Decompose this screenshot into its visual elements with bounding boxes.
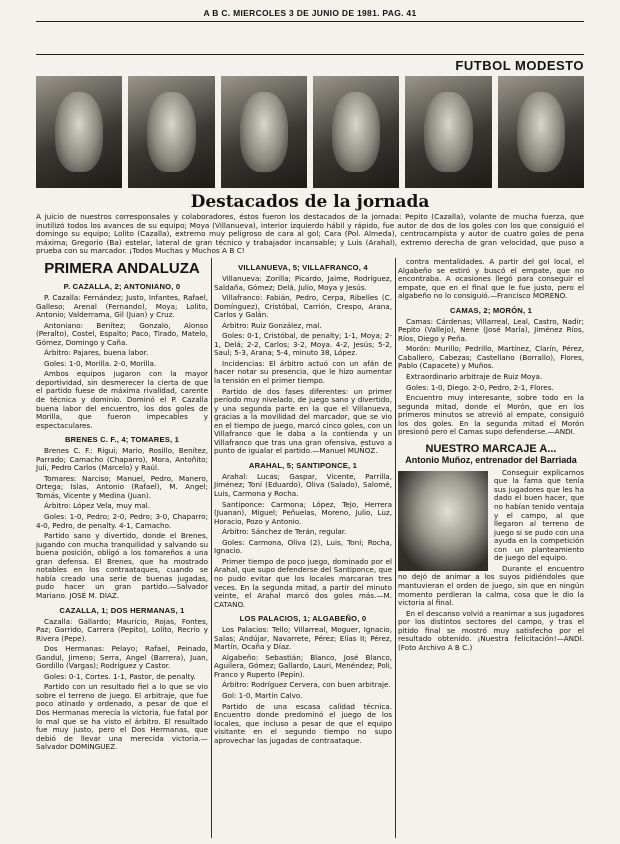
feature-text: En el descanso volvió a reanimar a sus jugadores por los distintos sectores del campo, y tras el pitido final se mostró muy satisfecho por el resultado obtenido. ¡Nuestra felicitación!—ANDI. (Foto Archivo A B C.)	[398, 608, 584, 652]
player-photo	[313, 76, 399, 188]
coach-portrait	[398, 471, 488, 571]
goals: Goles: 1-0, Diego. 2-0, Pedro, 2-1, Flores.	[406, 382, 554, 392]
lineup: Dos Hermanas: Pelayo; Rafael, Peinado, Gandul, Jimeno; Serra, Angel (Barrera), Juan, Gordillo (Vargas); Rodríguez y Castor.	[36, 644, 208, 671]
destacados-title: Destacados de la jornada	[190, 192, 430, 212]
page-header: A B C. MIERCOLES 3 DE JUNIO DE 1981. PAG. 41	[203, 8, 417, 18]
lineup: Villanueva: Zorilla; Picardo, Jaime, Rodríguez, Saldaña, Gómez; Delá, Julio, Moya y Jesús.	[214, 274, 392, 292]
match-report: Encuentro muy interesante, sobre todo en la segunda mitad, donde el Morón, que en los primeros minutos se atrevió al empate, consiguió los dos goles. En la segunda mitad el Morón presionó pero el Camas supo defenderse.—ANDI.	[398, 393, 584, 437]
match-report: Primer tiempo de poco juego, dominado por el Arahal, que supo defenderse del Santiponce, que no pudo evitar que los locales marcaran tres veces. En la segunda mitad, a partir del minuto veinte, el Arahal marcó dos goles más.—M. CATANO.	[214, 556, 392, 609]
lineup: Santiponce: Carmona; López, Tejo, Herrera (Juanan), Miguel; Peñuelas, Moreno, Julio, Luz, Horacio, Pozo y Antonio.	[214, 499, 392, 526]
referee: Árbitro: López Vela, muy mal.	[44, 501, 151, 511]
header-rule	[36, 21, 584, 22]
lineup: P. Cazalla: Fernández; Justo, Infantes, Rafael, Galleso; Arenal (Fernando), Moya; Lolito, Antonio; Valderrama, Gil (Juan) y Cruz.	[36, 293, 208, 320]
feature-text: Durante el encuentro no dejó de animar a los suyos pidiéndoles que mantuvieran el orden de juego, sin que en ningún momento perdieran la calma, cosa que le dio la victoria al final.	[398, 563, 584, 608]
referee: Árbitro: Sánchez de Terán, regular.	[222, 527, 347, 537]
referee: Árbitro: Pajares, buena labor.	[44, 348, 149, 358]
match-report: Ambos equipos jugaron con la mayor deportividad, sin desmerecer la cierta de que el partido fuese de máxima rivalidad, carente de técnica y dominio. Dominó el P. Cazalla buena labor del encuentro, los dos goles de Morilla, que fueron impecables y espectaculares.	[36, 369, 208, 430]
column-2	[214, 258, 392, 747]
match-title: CAMAS, 2; MORÓN, 1	[449, 305, 533, 315]
match-title: VILLANUEVA, 5; VILLAFRANCO, 4	[238, 263, 368, 272]
referee: Extraordinario arbitraje de Ruiz Moya.	[406, 372, 543, 382]
incidents: Incidencias: El árbitro actuó con un afán de hacer notar su presencia, que le hizo aumentar la tensión en el primer tiempo.	[214, 358, 392, 386]
goals: Gol: 1-0, Martín Calvo.	[222, 690, 303, 700]
player-photo	[221, 76, 307, 188]
goals: Goles: Carmona, Oliva (2), Luis, Toni; Rocha, Ignacio.	[214, 537, 392, 556]
lineup: Arahal: Lucas; Gaspar, Vicente, Parrilla, Jiménez; Toni (Eduardo), Oliva (Salado), Salomé, Luis, Carmona y Rocha.	[214, 471, 392, 499]
column-3	[398, 258, 584, 654]
match-report: Partido con un resultado fiel a lo que se vio sobre el terreno de juego. El arbitraje, que fue poco atinado y ordenado, a pesar de que el Dos Hermanas merecía la victoria, fue fatal por lo mal que se ha visto el árbitro. El resultado fue muy justo, pero el Dos Hermanas, que debió de llevar una merecida victoria.—Salvador DOMÍNGUEZ.	[36, 682, 208, 752]
lineup: Camas: Cárdenas; Villarreal, Leal, Castro, Nadir; Pepito (Vallejo), Nene (José María), Jiménez Ríos, Ríos, Diego y Peña.	[398, 316, 584, 343]
match-title: ARAHAL, 5; SANTIPONCE, 1	[248, 460, 358, 470]
column-divider	[395, 258, 396, 838]
lineup: Algabeño: Sebastián; Blanco, José Blanco, Aguilera, Gómez; Gallardo, Lauri, Menéndez; Poli, Franco y Ruperto (Pepín).	[214, 652, 392, 679]
goals: Goles: 1-0, Morilla. 2-0, Morilla.	[44, 358, 157, 368]
lineup: Brenes C. F.: Rigui; Mario, Rosillo, Benítez, Parrado; Camacho (Chaparro), Mora, Antoñito; Juli, Pedro Carlos (Marcelo) y Raúl.	[36, 446, 208, 473]
referee: Árbitro: Ruiz González, mal.	[222, 320, 322, 330]
referee: Árbitro: Rodríguez Cervera, con buen arbitraje.	[222, 680, 391, 690]
feature-text: Conseguir explicarnos que la fama que tenía sus jugadores que les ha dado el buen hacer, que no habían tenido ventaja y el campo, al que llegaron al terreno de juego si se pudo con una ayuda en la competición con un planteamiento de juego del equipo.	[494, 467, 584, 563]
column-1	[36, 258, 208, 754]
section-title: FUTBOL MODESTO	[455, 58, 584, 73]
player-photo	[128, 76, 214, 188]
match-title: P. CAZALLA, 2; ANTONIANO, 0	[63, 282, 181, 291]
goals: Goles: 0-1, Cristóbal, de penalty; 1-1, Moya; 2-1, Delá; 2-2, Carlos; 3-2, Moya. 4-2, Jesús; 5-2, Saul; 5-3, Arana; 5-4, minuto 38, López.	[214, 331, 392, 358]
goals: Goles: 1-0, Pedro; 2-0, Pedro; 3-0, Chaparro; 4-0, Pedro, de penalty. 4-1, Camacho.	[36, 512, 208, 530]
section-rule	[36, 54, 584, 55]
lineup: Cazalla: Gallardo; Maurício, Rojas, Fontes, Paz; Garrido, Carrera (Pepito), Lolito, Recrío y Rivera (Pepe).	[36, 616, 208, 643]
lineup: Morón: Murillo; Pedrillo, Martínez, Clarín, Pérez, Caballero, Cabezas; Castellano (Borrallo), Flores, Pablo (Capacete) y Muños.	[398, 344, 584, 371]
lineup: Villafranco: Fabián, Pedro, Cerpa, Ribelles (C. Domínguez), Cristóbal, Carrión, Crespo, Arana, Carlos y Galán.	[214, 293, 392, 320]
match-title: LOS PALACIOS, 1; ALGABEÑO, 0	[239, 614, 367, 624]
match-report: Partido de una escasa calidad técnica. Encuentro donde predominó el juego de los locales, que incluso a pesar de que el equipo visitante en el segundo tiempo no supo aprovechar las jugadas de contraataque.	[214, 701, 392, 745]
league-heading: PRIMERA ANDALUZA	[44, 260, 200, 277]
match-report: Partido sano y divertido, donde el Brenes, jugando con mucha tranquilidad y salvando su buena posición, obligó a los tomareños a una gran defensa. El Brenes, que ha mostrado notables en los contraataques, cuando se había creado una serie de buenas jugadas, pudo hacer un gran partido.—Salvador Mariano. JOSÉ M. DÍAZ.	[36, 531, 208, 600]
match-title: CAZALLA, 1; DOS HERMANAS, 1	[59, 605, 185, 615]
lineup: Tomares: Narciso; Manuel, Pedro, Manero, Ortega; Islas, Antonio (Rafael), M. Angel; Tomás, Vicente y Medina (Juan).	[36, 473, 208, 500]
lineup: Antoniano: Benítez; Gonzalo, Alonso (Peralto), Costel, Espalto; Paco, Tirado, Matelo, Gómez, Domingo y Caña.	[36, 320, 208, 347]
player-photo	[36, 76, 122, 188]
feature-subtitle: Antonio Muñoz, entrenador del Barriada	[405, 454, 577, 465]
player-photo	[498, 76, 584, 188]
lineup: Los Palacios: Tello; Villarreal, Moguer, Ignacio, Salas; Andújar, Navarrete, Pérez; Elías II; Pérez, Martín, Ocaña y Díaz.	[214, 625, 392, 652]
match-report: contra mentalidades. A partir del gol local, el Algabeño se estiró y buscó el empate, que no encontraba. A ocasiones llegó para conseguir el empate, que en el final que le fue justo, pero el algabeño no lo consiguió.—Francisco MORENO.	[398, 257, 584, 301]
match-title: BRENES C. F., 4; TOMARES, 1	[64, 435, 180, 445]
feature-title: NUESTRO MARCAJE A...	[425, 442, 557, 455]
photo-strip	[36, 76, 584, 188]
match-report: Partido de dos fases diferentes: un primer período muy nivelado, de juego sano y divertido, y una segunda parte en la que el Villanueva, gracias a la movilidad del marcador, que se vio en el tiempo de juego, marcó cinco goles, con un Villafranco que le daba a la contienda y un Villafranco que tras una gran ofensiva, estuvo a punto de igualar el partido.—Manuel MUÑOZ.	[214, 386, 392, 456]
destacados-text: A juicio de nuestros corresponsales y colaboradores, éstos fueron los destacados de la jornada: Pepito (Cazalla), volante de mucha fuerza, que inutilizó todos los avances de su equipo; Moya (Villanueva), interior izquierdo hábil y rápido, fue autor de dos de los goles con los que consiguió el domingo su equipo; Lolito (Cazalla), extremo muy peligroso de cara al gol; Cara (Pol. Almeda), centrocampista y autor de cuatro goles de pena máxima; Gregorio (Ba) estelar, lateral de gran técnico y trabajador incansable; y Luis (Arahal), extremo derecha de gran velocidad, que puso a prueba con su marcador. ¡Todos Muchas y Muchos A B C!	[36, 212, 584, 256]
goals: Goles: 0-1, Cortes. 1-1, Pastor, de penalty.	[44, 671, 196, 681]
player-photo	[405, 76, 491, 188]
column-divider	[211, 258, 212, 838]
